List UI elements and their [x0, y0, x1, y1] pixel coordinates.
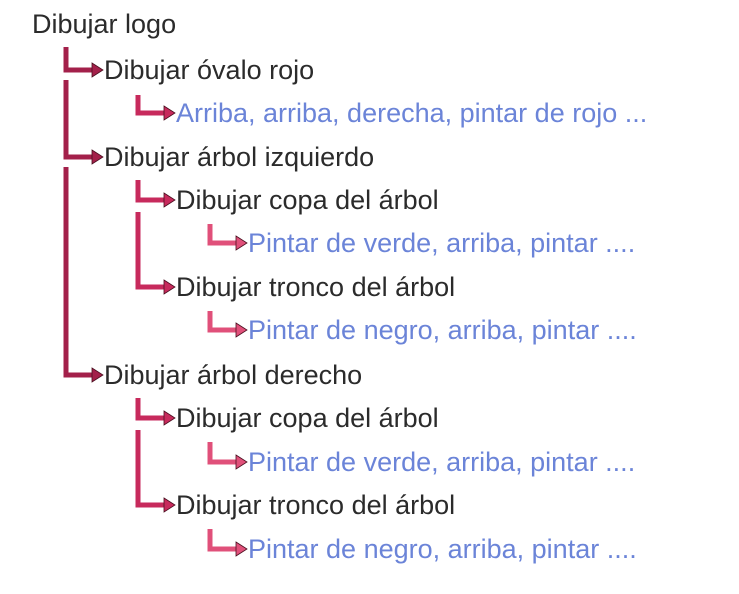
arrowhead — [236, 236, 247, 250]
tree-node: Dibujar árbol izquierdo — [104, 142, 375, 172]
connector-arrow — [210, 442, 237, 462]
connector-arrow — [138, 95, 165, 113]
arrowhead — [164, 280, 175, 294]
step-node: Pintar de verde, arriba, pintar .... — [248, 228, 636, 258]
arrowhead — [236, 542, 247, 556]
arrowhead — [164, 106, 175, 120]
connector-arrow — [138, 430, 165, 505]
connector-arrow — [66, 80, 93, 157]
arrowhead — [164, 193, 175, 207]
level1-connectors — [66, 47, 103, 382]
step-node: Arriba, arriba, derecha, pintar de rojo ... — [176, 98, 648, 128]
tree-node: Dibujar copa del árbol — [176, 185, 439, 215]
connector-arrow — [210, 224, 237, 243]
step-node: Pintar de verde, arriba, pintar .... — [248, 447, 636, 477]
step-node: Pintar de negro, arriba, pintar .... — [248, 315, 637, 345]
tree-node: Dibujar tronco del árbol — [176, 272, 456, 302]
connector-arrow — [66, 167, 93, 375]
arrowhead — [92, 150, 103, 164]
connector-arrow — [138, 180, 165, 200]
connector-arrow — [66, 47, 93, 70]
tree-node: Dibujar copa del árbol — [176, 403, 439, 433]
tree-node: Dibujar árbol derecho — [104, 360, 363, 390]
arrowhead — [92, 368, 103, 382]
arrowhead — [92, 63, 103, 77]
connector-arrow — [138, 212, 165, 287]
tree-node: Dibujar óvalo rojo — [104, 55, 315, 85]
arrowhead — [236, 323, 247, 337]
arrowhead — [164, 411, 175, 425]
tree-node: Dibujar tronco del árbol — [176, 490, 456, 520]
root-node: Dibujar logo — [32, 9, 177, 39]
connector-arrow — [210, 311, 237, 330]
step-node: Pintar de negro, arriba, pintar .... — [248, 534, 637, 564]
arrowhead — [164, 498, 175, 512]
arrowhead — [236, 455, 247, 469]
connector-arrow — [210, 529, 237, 549]
connector-arrow — [138, 398, 165, 418]
